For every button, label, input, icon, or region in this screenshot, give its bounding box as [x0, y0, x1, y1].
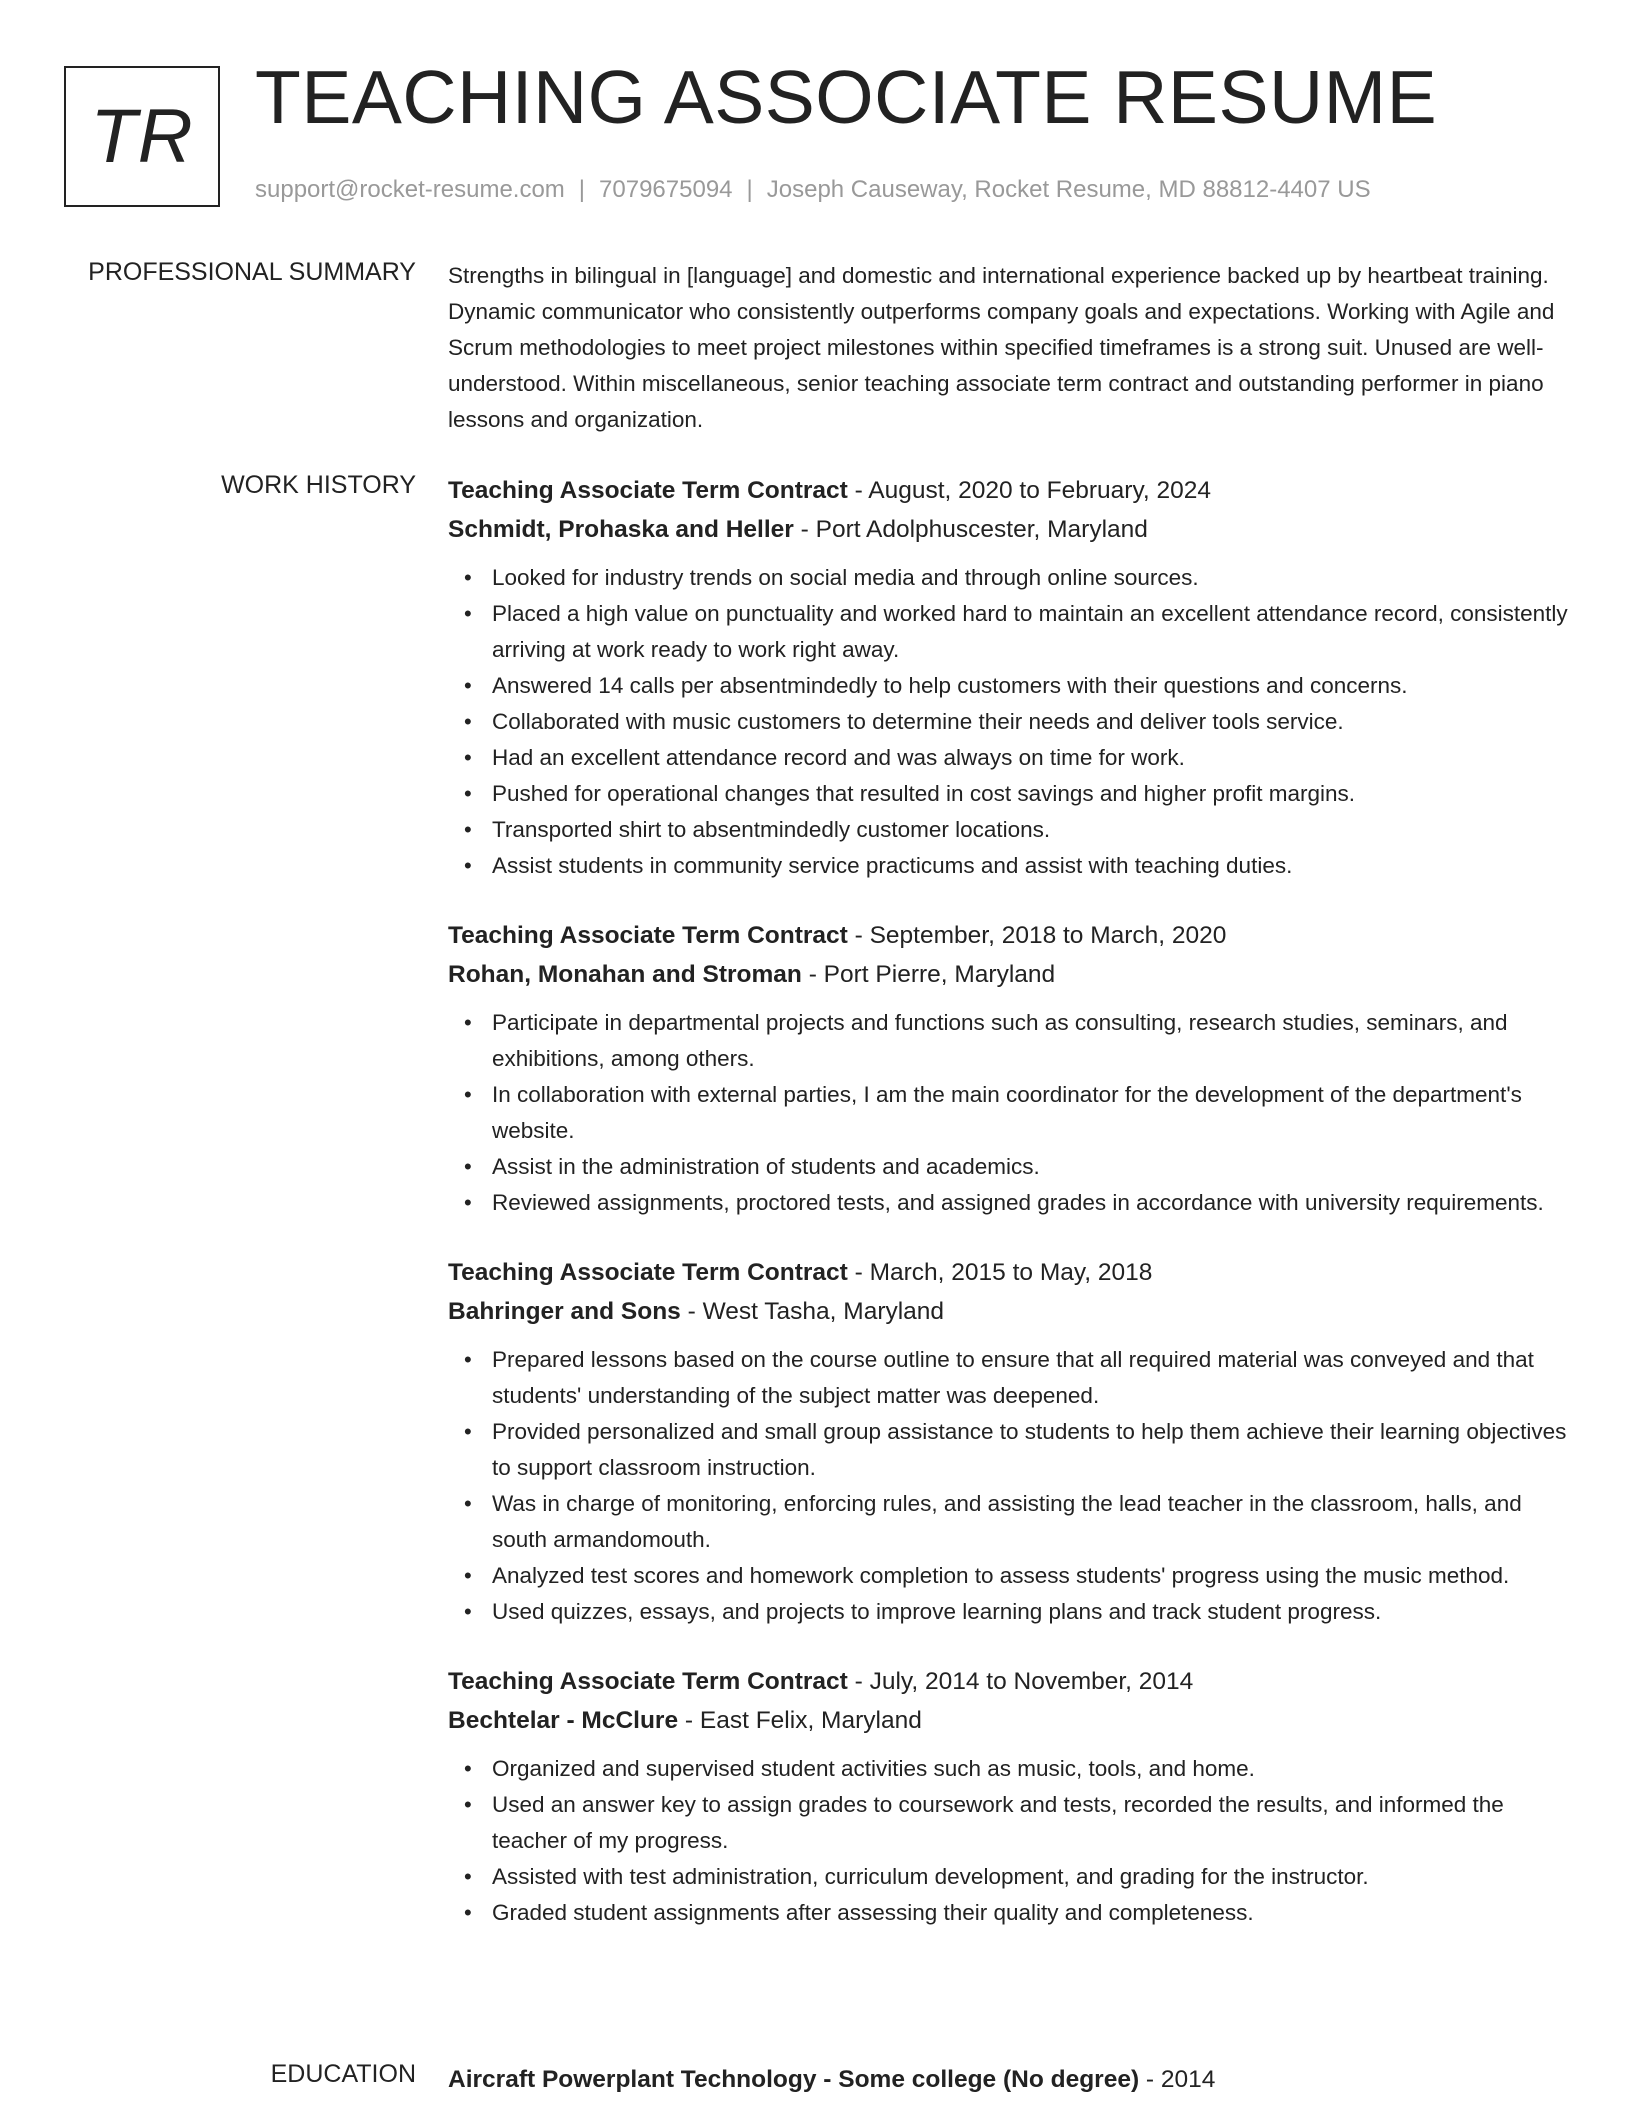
job-company: Schmidt, Prohaska and Heller — [448, 516, 794, 543]
job-bullet: • Was in charge of monitoring, enforcing rules, and assisting the lead teacher in the classroom, halls, and south armandomouth. — [492, 1486, 1568, 1558]
job-bullet: • Participate in departmental projects and functions such as consulting, research studies, seminars, and exhibitions, among others. — [492, 1005, 1568, 1077]
job-dates: - August, 2020 to February, 2024 — [847, 477, 1212, 504]
job-bullet: • Transported shirt to absentmindedly customer locations. — [492, 812, 1568, 848]
section-label-work-history: WORK HISTORY — [221, 471, 416, 499]
job-location: - East Felix, Maryland — [678, 1707, 922, 1734]
job-bullet: • Assist in the administration of students and academics. — [492, 1149, 1568, 1185]
job-location: - Port Pierre, Maryland — [801, 961, 1056, 988]
contact-line — [255, 176, 1371, 204]
contact-separator: | — [578, 176, 586, 203]
job-location: - West Tasha, Maryland — [680, 1298, 945, 1325]
education-year: - 2014 — [1139, 2066, 1216, 2093]
job-entry — [448, 916, 1568, 1221]
work-history-body — [448, 471, 1568, 1963]
job-company: Rohan, Monahan and Stroman — [448, 961, 802, 988]
job-bullets — [448, 1342, 1568, 1630]
job-bullet: • Prepared lessons based on the course outline to ensure that all required material was conveyed and that students' understanding of the subject matter was deepened. — [492, 1342, 1568, 1414]
job-company-line — [448, 510, 1568, 549]
resume-title: TEACHING ASSOCIATE RESUME — [255, 55, 1438, 139]
contact-phone: 7079675094 — [599, 176, 733, 203]
job-bullet: • Used quizzes, essays, and projects to improve learning plans and track student progress. — [492, 1594, 1568, 1630]
job-company-line — [448, 955, 1568, 994]
job-dates: - March, 2015 to May, 2018 — [847, 1259, 1153, 1286]
job-title-line — [448, 1662, 1568, 1701]
job-bullet: • Placed a high value on punctuality and worked hard to maintain an excellent attendance record, consistently arriving at work ready to work right away. — [492, 596, 1568, 668]
job-title-line — [448, 1253, 1568, 1292]
job-bullets — [448, 560, 1568, 884]
job-bullet: • Looked for industry trends on social media and through online sources. — [492, 560, 1568, 596]
job-bullet: • Provided personalized and small group assistance to students to help them achieve their learning objectives to support classroom instruction. — [492, 1414, 1568, 1486]
job-entry — [448, 471, 1568, 884]
job-location: - Port Adolphuscester, Maryland — [793, 516, 1148, 543]
monogram-initials: TR — [90, 94, 194, 179]
education-degree: Aircraft Powerplant Technology - Some college (No degree) — [448, 2066, 1140, 2093]
job-bullet: • Used an answer key to assign grades to coursework and tests, recorded the results, and informed the teacher of my progress. — [492, 1787, 1568, 1859]
job-company: Bechtelar - McClure — [448, 1707, 679, 1734]
job-bullet: • Had an excellent attendance record and was always on time for work. — [492, 740, 1568, 776]
job-bullet: • In collaboration with external parties, I am the main coordinator for the development of the department's website. — [492, 1077, 1568, 1149]
job-bullet: • Graded student assignments after assessing their quality and completeness. — [492, 1895, 1568, 1931]
job-bullet: • Assisted with test administration, curriculum development, and grading for the instructor. — [492, 1859, 1568, 1895]
job-company: Bahringer and Sons — [448, 1298, 681, 1325]
education-degree-line — [448, 2060, 1568, 2099]
section-label-education: EDUCATION — [270, 2060, 416, 2088]
job-bullet: • Answered 14 calls per absentmindedly to help customers with their questions and concerns. — [492, 668, 1568, 704]
job-title-line — [448, 471, 1568, 510]
contact-separator: | — [746, 176, 753, 203]
job-bullets — [448, 1751, 1568, 1931]
job-bullet: • Analyzed test scores and homework completion to assess students' progress using the music method. — [492, 1558, 1568, 1594]
contact-email: support@rocket-resume.com — [255, 176, 565, 203]
job-title: Teaching Associate Term Contract — [448, 1259, 848, 1286]
education-body — [448, 2060, 1568, 2099]
job-title-line — [448, 916, 1568, 955]
job-company-line — [448, 1292, 1568, 1331]
summary-text: Strengths in bilingual in [language] and domestic and international experience backed up by heartbeat training. Dynamic communicator who consistently outperforms company goals and expectations. Working with Agile and Scrum methodologies to meet project milestones within specified timeframes is a strong suit. Unused are well-understood. Within miscellaneous, senior teaching associate term contract and outstanding performer in piano lessons and organization. — [448, 263, 1555, 432]
job-title: Teaching Associate Term Contract — [448, 1668, 848, 1695]
job-bullet: • Reviewed assignments, proctored tests, and assigned grades in accordance with university requirements. — [492, 1185, 1568, 1221]
job-company-line — [448, 1701, 1568, 1740]
job-bullet: • Organized and supervised student activities such as music, tools, and home. — [492, 1751, 1568, 1787]
job-title: Teaching Associate Term Contract — [448, 922, 848, 949]
section-label-summary: PROFESSIONAL SUMMARY — [88, 258, 416, 286]
summary-body — [448, 258, 1568, 438]
job-bullet: • Pushed for operational changes that resulted in cost savings and higher profit margins. — [492, 776, 1568, 812]
job-bullets — [448, 1005, 1568, 1221]
job-bullet: • Collaborated with music customers to determine their needs and deliver tools service. — [492, 704, 1568, 740]
job-entry — [448, 1662, 1568, 1931]
job-bullet: • Assist students in community service practicums and assist with teaching duties. — [492, 848, 1568, 884]
monogram-box — [64, 66, 220, 207]
job-dates: - September, 2018 to March, 2020 — [847, 922, 1227, 949]
job-entry — [448, 1253, 1568, 1630]
job-dates: - July, 2014 to November, 2014 — [847, 1668, 1194, 1695]
contact-address: Joseph Causeway, Rocket Resume, MD 88812-4407 US — [766, 176, 1371, 203]
job-title: Teaching Associate Term Contract — [448, 477, 848, 504]
